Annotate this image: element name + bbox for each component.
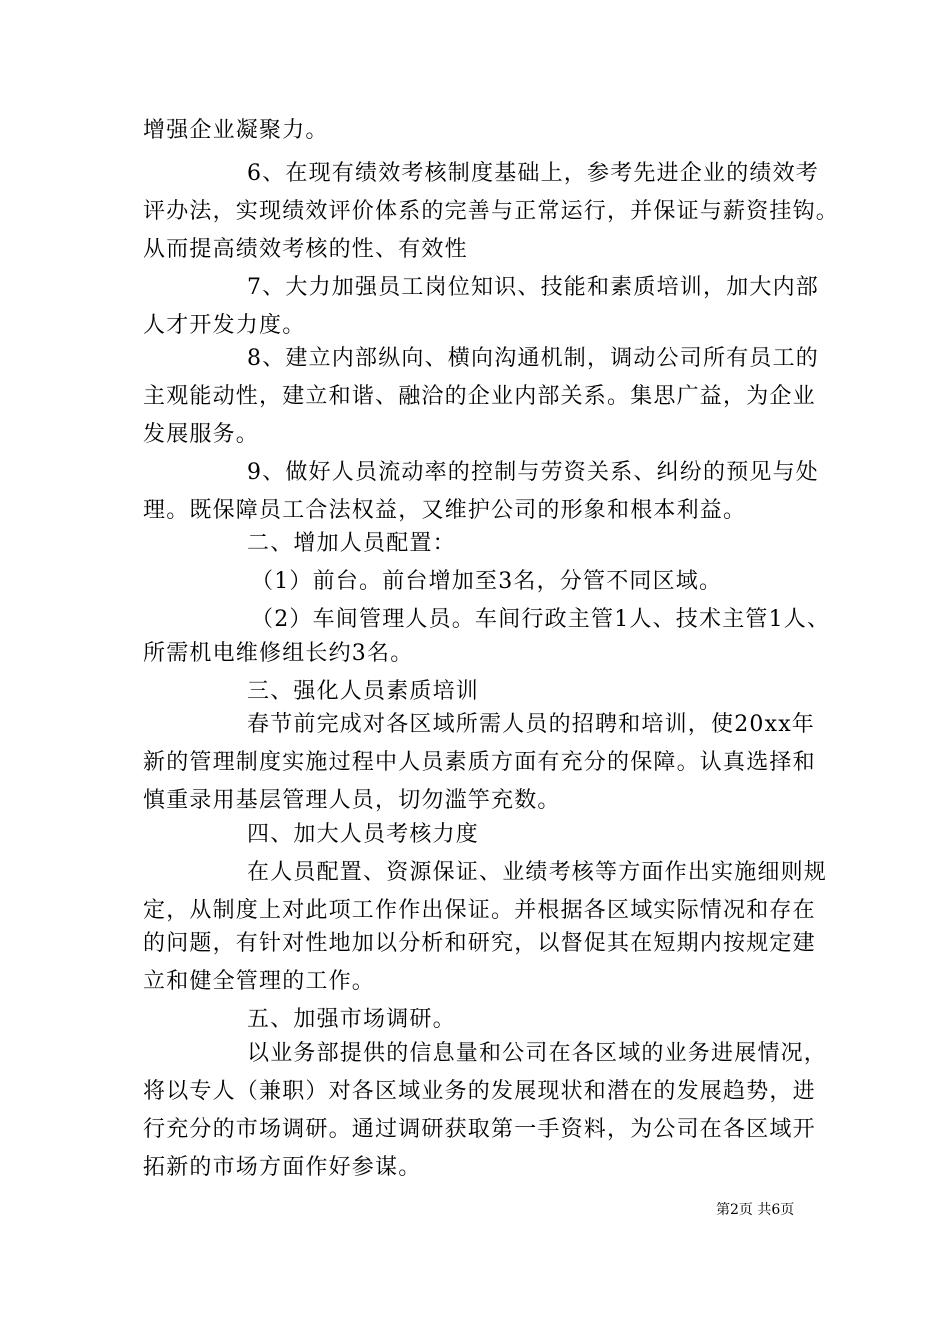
paragraph-line: 春节前完成对各区域所需人员的招聘和培训，使20xx年	[247, 712, 816, 737]
paragraph-line: 评办法，实现绩效评价体系的完善与正常运行，并保证与薪资挂钩。	[143, 199, 840, 224]
section-heading: 四、加大人员考核力度	[247, 822, 480, 847]
section-heading: 三、强化人员素质培训	[247, 679, 480, 704]
paragraph-line: 新的管理制度实施过程中人员素质方面有充分的保障。认真选择和	[143, 750, 816, 775]
paragraph-line: 在人员配置、资源保证、业绩考核等方面作出实施细则规	[247, 860, 828, 885]
page-number-footer: 第2页 共6页	[716, 1202, 795, 1218]
paragraph-line: 从而提高绩效考核的性、有效性	[143, 237, 468, 262]
paragraph-line: 理。既保障员工合法权益，又维护公司的形象和根本利益。	[143, 498, 747, 523]
paragraph-line: 7、大力加强员工岗位知识、技能和素质培训，加大内部	[247, 275, 819, 300]
paragraph-line: 发展服务。	[143, 422, 260, 447]
paragraph-line: 拓新的市场方面作好参谋。	[143, 1155, 422, 1180]
paragraph-line: 所需机电维修组长约3名。	[143, 641, 414, 666]
section-heading: 二、增加人员配置：	[247, 531, 456, 556]
paragraph-line: 立和健全管理的工作。	[143, 969, 376, 994]
paragraph-line: 将以专人（兼职）对各区域业务的发展现状和潜在的发展趋势，进	[143, 1079, 816, 1104]
section-heading: 五、加强市场调研。	[247, 1007, 456, 1032]
paragraph-line: （1）前台。前台增加至3名，分管不同区域。	[251, 569, 723, 594]
paragraph-line: 的问题，有针对性地加以分析和研究，以督促其在短期内按规定建	[143, 931, 816, 956]
paragraph-line: 定，从制度上对此项工作作出保证。并根据各区域实际情况和存在	[143, 898, 816, 923]
paragraph-line: 9、做好人员流动率的控制与劳资关系、纠纷的预见与处	[247, 460, 819, 485]
paragraph-line: 增强企业凝聚力。	[143, 118, 329, 143]
paragraph-line: 行充分的市场调研。通过调研获取第一手资料，为公司在各区域开	[143, 1117, 816, 1142]
paragraph-line: 以业务部提供的信息量和公司在各区域的业务进展情况，	[247, 1041, 828, 1066]
paragraph-line: 慎重录用基层管理人员，切勿滥竽充数。	[143, 788, 561, 813]
paragraph-line: （2）车间管理人员。车间行政主管1人、技术主管1人、	[251, 607, 831, 632]
paragraph-line: 8、建立内部纵向、横向沟通机制，调动公司所有员工的	[247, 346, 819, 371]
paragraph-line: 6、在现有绩效考核制度基础上，参考先进企业的绩效考	[247, 161, 819, 186]
paragraph-line: 主观能动性，建立和谐、融洽的企业内部关系。集思广益，为企业	[143, 384, 816, 409]
paragraph-line: 人才开发力度。	[143, 313, 306, 338]
